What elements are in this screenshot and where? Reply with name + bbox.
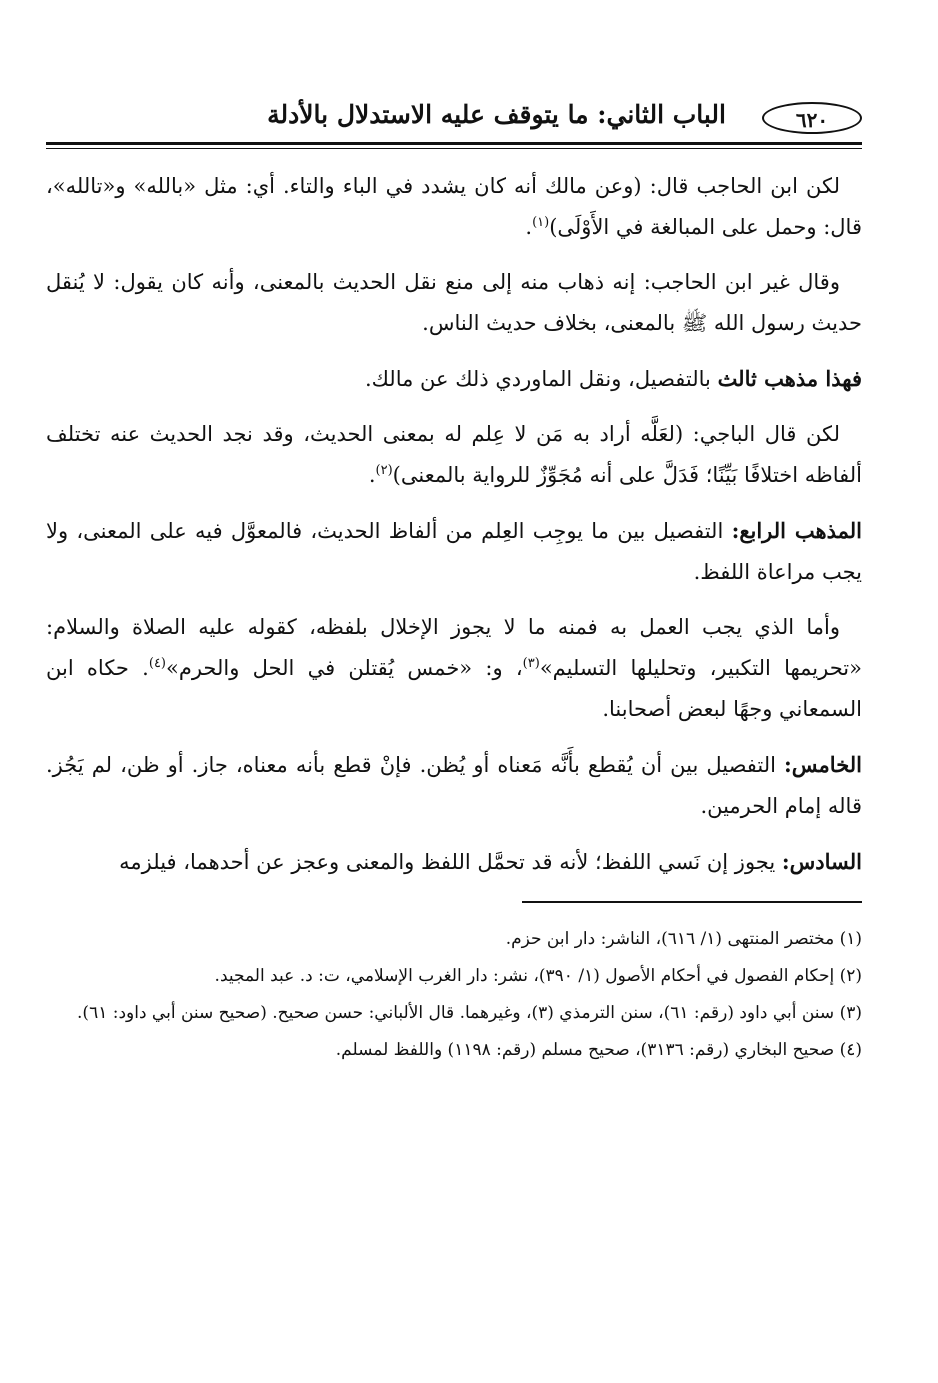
paragraph-text: لكن قال الباجي: (لعَلَّه أراد به مَن لا عِلم له بمعنى الحديث، وقد نجد الحديث عنه تختلف ألفاظه اختلافًا بَيِّنًا؛ فَدَلَّ على أنه مُجَوِّزٌ للرواية بالمعنى): [46, 422, 862, 487]
paragraph-text: وأما الذي يجب العمل به فمنه ما لا يجوز الإخلال بلفظه، كقوله عليه الصلاة والسلام: «تحريمها التكبير، وتحليلها التسليم»: [46, 615, 862, 680]
paragraph-7: [46, 744, 862, 827]
paragraph-5: [46, 510, 862, 593]
footnote-ref: (٢): [375, 463, 393, 478]
header-rule-thin: [46, 148, 862, 149]
paragraph-tail: .: [525, 215, 533, 239]
footnote-3: (٣) سنن أبي داود (رقم: ٦١)، سنن الترمذي (٣)، وغيرهما. قال الألباني: حسن صحيح. (صحيح سنن أبي داود: ٦١).: [77, 1003, 862, 1023]
paragraph-6: [46, 607, 862, 730]
paragraph-1: [46, 166, 862, 248]
paragraph-text: لكن ابن الحاجب قال: (وعن مالك أنه كان يشدد في الباء والتاء. أي: مثل «بالله» و«تالله»، قال: وحمل على المبالغة في الأَوْلَى): [46, 174, 862, 239]
page-header: [46, 88, 862, 146]
paragraph-text: وقال غير ابن الحاجب: إنه ذهاب منه إلى منع نقل الحديث بالمعنى، وأنه كان يقول: لا يُنقل حديث رسول الله ﷺ بالمعنى، بخلاف حديث الناس.: [46, 270, 862, 335]
footnote-ref: (٣): [522, 656, 540, 671]
paragraph-text: بالتفصيل، ونقل الماوردي ذلك عن مالك.: [364, 367, 718, 391]
paragraph-lead: المذهب الرابع:: [731, 518, 862, 543]
page-number-badge: ٦٢٠: [762, 102, 862, 134]
paragraph-2: [46, 262, 862, 344]
footnotes: [46, 923, 862, 1067]
body-text: [46, 166, 862, 883]
header-rule-thick: [46, 142, 862, 145]
footnote-4: (٤) صحيح البخاري (رقم: ٣١٣٦)، صحيح مسلم (رقم: ١١٩٨) واللفظ لمسلم.: [335, 1040, 862, 1060]
paragraph-text: التفصيل بين أن يُقطع بأَنَّه مَعناه أو يُظن. فإنْ قطع بأنه معناه، جاز. أو ظن، لم يَجُز. قاله إمام الحرمين.: [46, 753, 862, 818]
running-title: الباب الثاني: ما يتوقف عليه الاستدلال بالأدلة: [267, 100, 726, 129]
paragraph-tail: ، و: «خمس يُقتلن في الحل والحرم»: [166, 656, 523, 680]
paragraph-4: [46, 414, 862, 496]
footnote-2: (٢) إحكام الفصول في أحكام الأصول (١/ ٣٩٠)، نشر: دار الغرب الإسلامي، ت: د. عبد المجيد.: [214, 966, 862, 986]
paragraph-text: يجوز إن نَسي اللفظ؛ لأنه قد تحمَّل اللفظ والمعنى وعجز عن أحدهما، فيلزمه: [119, 850, 782, 874]
book-page: [46, 88, 862, 1071]
paragraph-lead: فهذا مذهب ثالث: [717, 366, 862, 391]
paragraph-tail: . حكاه ابن السمعاني وجهًا لبعض أصحابنا.: [46, 656, 862, 721]
footnote-separator: [522, 901, 862, 903]
footnote-ref: (٤): [148, 656, 166, 671]
paragraph-lead: الخامس:: [784, 752, 862, 777]
paragraph-lead: السادس:: [781, 849, 862, 874]
paragraph-8: [46, 841, 862, 883]
footnote-ref: (١): [532, 215, 550, 230]
paragraph-3: [46, 358, 862, 400]
footnote-1: (١) مختصر المنتهى (١/ ٦١٦)، الناشر: دار ابن حزم.: [505, 929, 862, 949]
paragraph-text: التفصيل بين ما يوجِب العِلم من ألفاظ الحديث، فالمعوَّل فيه على المعنى، ولا يجب مراعاة اللفظ.: [46, 519, 862, 584]
paragraph-tail: .: [368, 463, 376, 487]
